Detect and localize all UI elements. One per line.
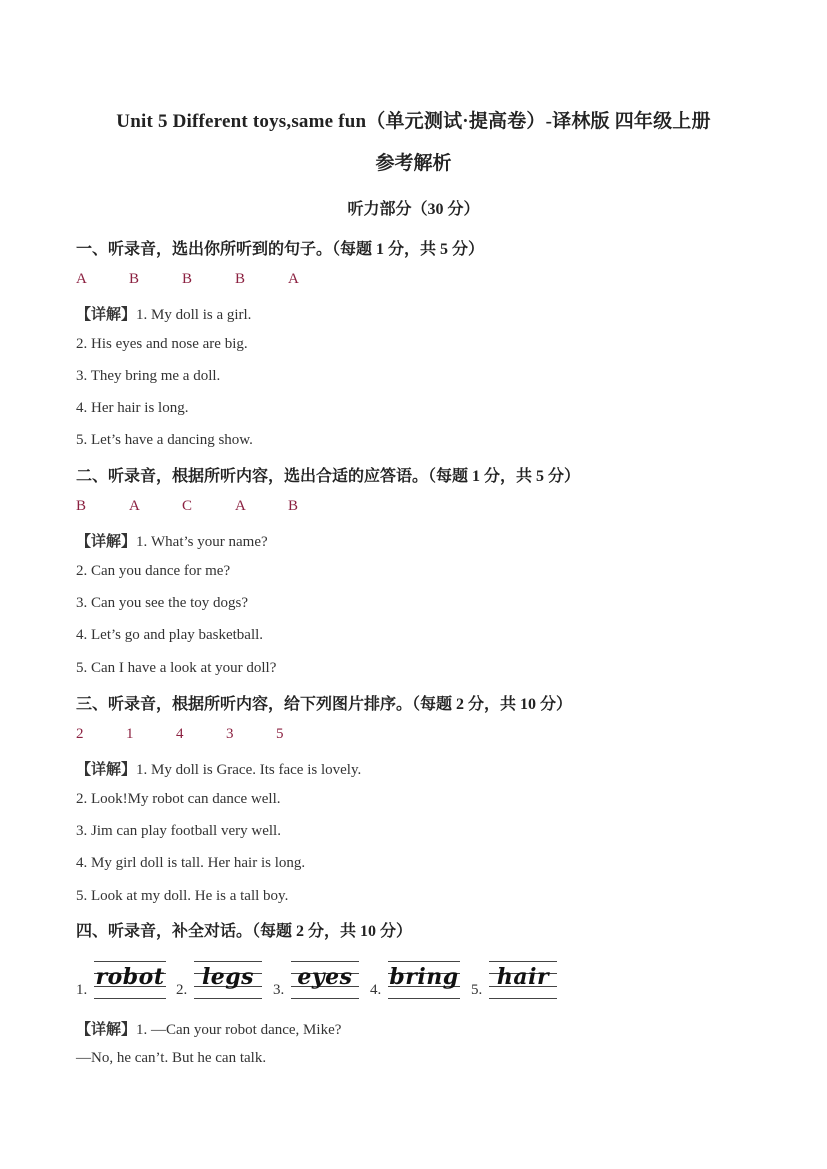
detail-line: 【详解】1. My doll is a girl. (76, 307, 252, 323)
answer: A (235, 498, 246, 514)
detail-line: 3. They bring me a doll. (76, 368, 221, 384)
detail-line: 4. Let’s go and play basketball. (76, 627, 264, 643)
answer: 4 (176, 726, 184, 742)
answer: B (76, 498, 87, 514)
section-heading: 一、听录音，选出你所听到的句子。（每题 1 分，共 5 分） (76, 241, 485, 258)
detail-line: 【详解】1. What’s your name? (76, 534, 268, 550)
page-subtitle: 参考解析 (375, 153, 452, 174)
detail-line: 3. Jim can play football very well. (76, 823, 281, 839)
answer: B (288, 498, 299, 514)
detail-tag: 【详解】 (76, 534, 137, 550)
answer: 2 (76, 726, 84, 742)
detail-line: 5. Can I have a look at your doll? (76, 660, 277, 676)
answer: 5 (276, 726, 284, 742)
detail-line: 5. Look at my doll. He is a tall boy. (76, 888, 289, 904)
answer: A (288, 271, 299, 287)
handwritten-word: legs (194, 959, 262, 999)
answer: C (182, 498, 193, 514)
detail-line: 2. His eyes and nose are big. (76, 336, 248, 352)
detail-tag: 【详解】 (76, 762, 137, 778)
answer: A (76, 271, 87, 287)
answer: 3 (226, 726, 234, 742)
answer: B (129, 271, 140, 287)
answer-row (76, 726, 326, 743)
blank-answers: 1. robot 2. legs 3. eyes 4. bring 5. hair (76, 955, 596, 1005)
answer: B (235, 271, 246, 287)
page-title: Unit 5 Different toys,same fun（单元测试·提高卷）-译林版 四年级上册 (116, 111, 711, 132)
answer: 1 (126, 726, 134, 742)
detail-line: 5. Let’s have a dancing show. (76, 432, 253, 448)
detail-line: 【详解】1. My doll is Grace. Its face is lovely. (76, 762, 362, 778)
answer-row (76, 498, 341, 515)
detail-line: 2. Look!My robot can dance well. (76, 791, 281, 807)
answer: B (182, 271, 193, 287)
detail-tag: 【详解】 (76, 1022, 137, 1038)
detail-line: 3. Can you see the toy dogs? (76, 595, 249, 611)
answer-row (76, 271, 341, 288)
handwritten-word: robot (94, 959, 166, 999)
section-heading: 四、听录音，补全对话。（每题 2 分，共 10 分） (76, 923, 413, 940)
handwritten-word: hair (489, 959, 557, 999)
section-heading: 三、听录音，根据所听内容，给下列图片排序。（每题 2 分，共 10 分） (76, 696, 573, 713)
detail-line: 4. Her hair is long. (76, 400, 189, 416)
detail-tag: 【详解】 (76, 307, 137, 323)
part-heading: 听力部分（30 分） (347, 201, 480, 218)
detail-line: 4. My girl doll is tall. Her hair is long. (76, 855, 306, 871)
detail-line: 【详解】1. —Can your robot dance, Mike? (76, 1022, 342, 1038)
section-heading: 二、听录音，根据所听内容，选出合适的应答语。（每题 1 分，共 5 分） (76, 468, 581, 485)
handwritten-word: eyes (291, 959, 359, 999)
detail-line: 2. Can you dance for me? (76, 563, 231, 579)
handwritten-word: bring (388, 959, 460, 999)
answer: A (129, 498, 140, 514)
detail-line: —No, he can’t. But he can talk. (76, 1050, 267, 1066)
